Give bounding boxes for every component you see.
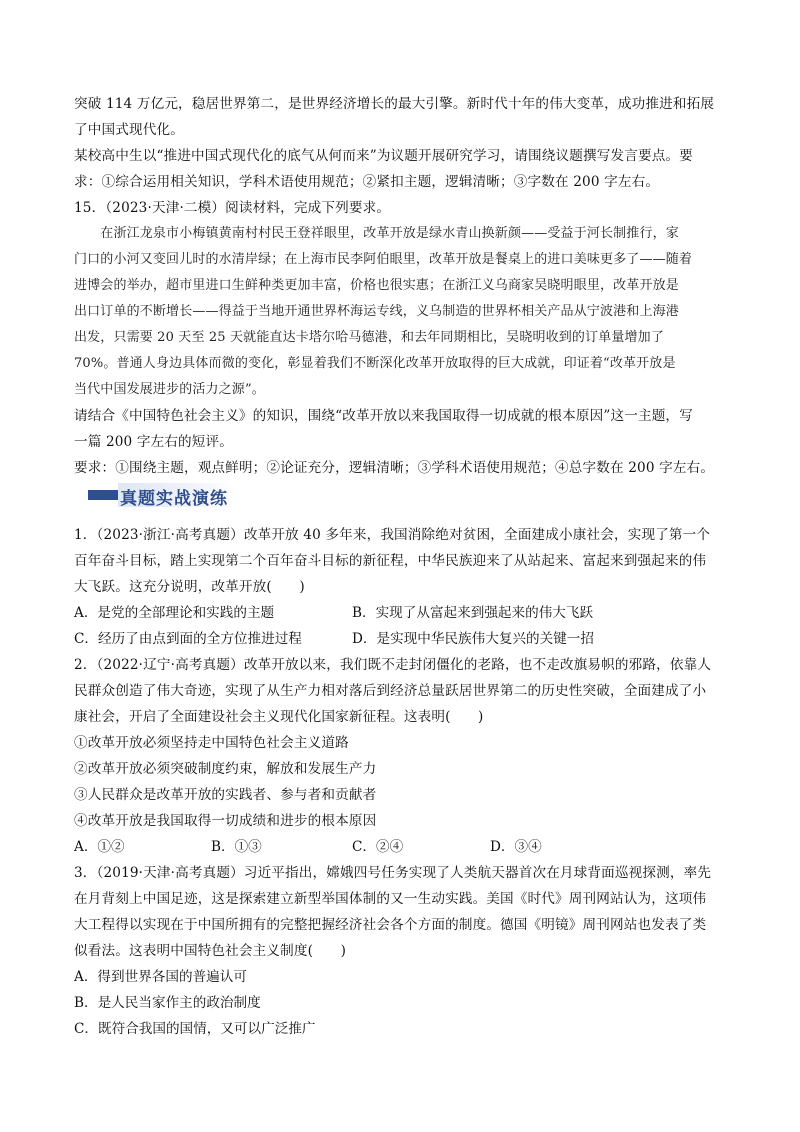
q15-requirements: 要求：①围绕主题，观点鲜明；②论证充分，逻辑清晰；③学科术语使用规范；④总字数在 200 字左右。 — [74, 460, 715, 476]
intro-line: 了中国式现代化。 — [74, 122, 184, 138]
q15-material-line: 70%。普通人身边具体而微的变化，彰显着我们不断深化改革开放取得的巨大成就，印证着“改革开放是 — [74, 356, 676, 371]
q3-option-a[interactable]: A．得到世界各国的普遍认可 — [74, 969, 247, 985]
q2-statement: ③人民群众是改革开放的实践者、参与者和贡献者 — [74, 787, 377, 803]
q15-material-line: 在浙江龙泉市小梅镇黄南村村民王登祥眼里，改革开放是绿水青山换新颜——受益于河长制推行，家 — [74, 226, 679, 241]
banner-bar-decoration — [88, 490, 118, 500]
q3-stem-line: 似看法。这表明中国特色社会主义制度( ) — [74, 943, 347, 959]
q3-option-c[interactable]: C．既符合我国的国情，又可以广泛推广 — [74, 1021, 316, 1037]
q15-material-line: 出发，只需要 20 天至 25 天就能直达卡塔尔哈马德港，和去年同期相比，吴晓明收到的订单量增加了 — [74, 330, 664, 345]
q1-stem-line: 百年奋斗目标，踏上实现第二个百年奋斗目标的新征程，中华民族迎来了从站起来、富起来到强起来的伟 — [74, 553, 707, 569]
q3-stem-line: 大工程得以实现在于中国所拥有的完整把握经济社会各个方面的制度。德国《明镜》周刊网站也发表了类 — [74, 917, 707, 933]
q2-stem-line: 民群众创造了伟大奇迹，实现了从生产力相对落后到经济总量跃居世界第二的历史性突破，全面建成了小 — [74, 683, 707, 699]
q2-option-c[interactable]: C．②④ — [352, 839, 404, 855]
q15-material-line: 出口订单的不断增长——得益于当地开通世界杯海运专线，义乌制造的世界杯相关产品从宁波港和上海港 — [74, 304, 679, 319]
q2-statement: ④改革开放是我国取得一切成绩和进步的根本原因 — [74, 813, 377, 829]
q3-option-b[interactable]: B．是人民当家作主的政治制度 — [74, 995, 261, 1011]
intro-line: 求：①综合运用相关知识，学科术语使用规范；②紧扣主题，逻辑清晰；③字数在 200 字左右。 — [74, 174, 660, 190]
q2-statement: ②改革开放必须突破制度约束，解放和发展生产力 — [74, 761, 377, 777]
q2-stem-line: 康社会，开启了全面建设社会主义现代化国家新征程。这表明( ) — [74, 709, 484, 725]
q2-option-b[interactable]: B．①③ — [211, 839, 262, 855]
q15-material-line: 门口的小河又变回儿时的水清岸绿；在上海市民李阿伯眼里，改革开放是餐桌上的进口美味更多了——随着 — [74, 252, 693, 267]
q15-task-line: 一篇 200 字左右的短评。 — [74, 434, 234, 450]
q1-option-b[interactable]: B．实现了从富起来到强起来的伟大飞跃 — [352, 605, 594, 621]
section-banner — [88, 481, 236, 507]
q2-stem-line: 2．（2022·辽宁·高考真题）改革开放以来，我们既不走封闭僵化的老路，也不走改旗易帜的邪路，依靠人 — [74, 657, 712, 673]
q1-option-d[interactable]: D．是实现中华民族伟大复兴的关键一招 — [352, 631, 594, 647]
q15-material-line: 当代中国发展进步的活力之源”。 — [74, 382, 265, 397]
q2-statement: ①改革开放必须坚持走中国特色社会主义道路 — [74, 735, 349, 751]
q3-stem-line: 在月背刻上中国足迹，这是探索建立新型举国体制的又一生动实践。美国《时代》周刊网站认为，这项伟 — [74, 891, 707, 907]
q2-option-a[interactable]: A．①② — [74, 839, 125, 855]
q3-stem-line: 3．（2019·天津·高考真题）习近平指出，嫦娥四号任务实现了人类航天器首次在月球背面巡视探测，率先 — [74, 865, 712, 881]
q15-material-line: 进博会的举办，超市里进口生鲜种类更加丰富，价格也很实惠；在浙江义乌商家吴晓明眼里，改革开放是 — [74, 278, 679, 293]
section-title: 真题实战演练 — [120, 489, 228, 509]
intro-line: 突破 114 万亿元，稳居世界第二，是世界经济增长的最大引擎。新时代十年的伟大变革，成功推进和拓展 — [74, 96, 715, 112]
q1-option-a[interactable]: A．是党的全部理论和实践的主题 — [74, 605, 275, 621]
q1-stem-line: 1．（2023·浙江·高考真题）改革开放 40 多年来，我国消除绝对贫困，全面建成小康社会，实现了第一个 — [74, 527, 711, 543]
q1-stem-line: 大飞跃。这充分说明，改革开放( ) — [74, 579, 305, 595]
q1-option-c[interactable]: C．经历了由点到面的全方位推进过程 — [74, 631, 302, 647]
intro-line: 某校高中生以“推进中国式现代化的底气从何而来”为议题开展研究学习，请围绕议题撰写发言要点。要 — [74, 148, 693, 164]
q15-task-line: 请结合《中国特色社会主义》的知识，围绕“改革开放以来我国取得一切成就的根本原因”这一主题，写 — [74, 408, 693, 424]
q15-header: 15．（2023·天津·二模）阅读材料，完成下列要求。 — [74, 200, 391, 216]
q2-option-d[interactable]: D．③④ — [490, 839, 542, 855]
